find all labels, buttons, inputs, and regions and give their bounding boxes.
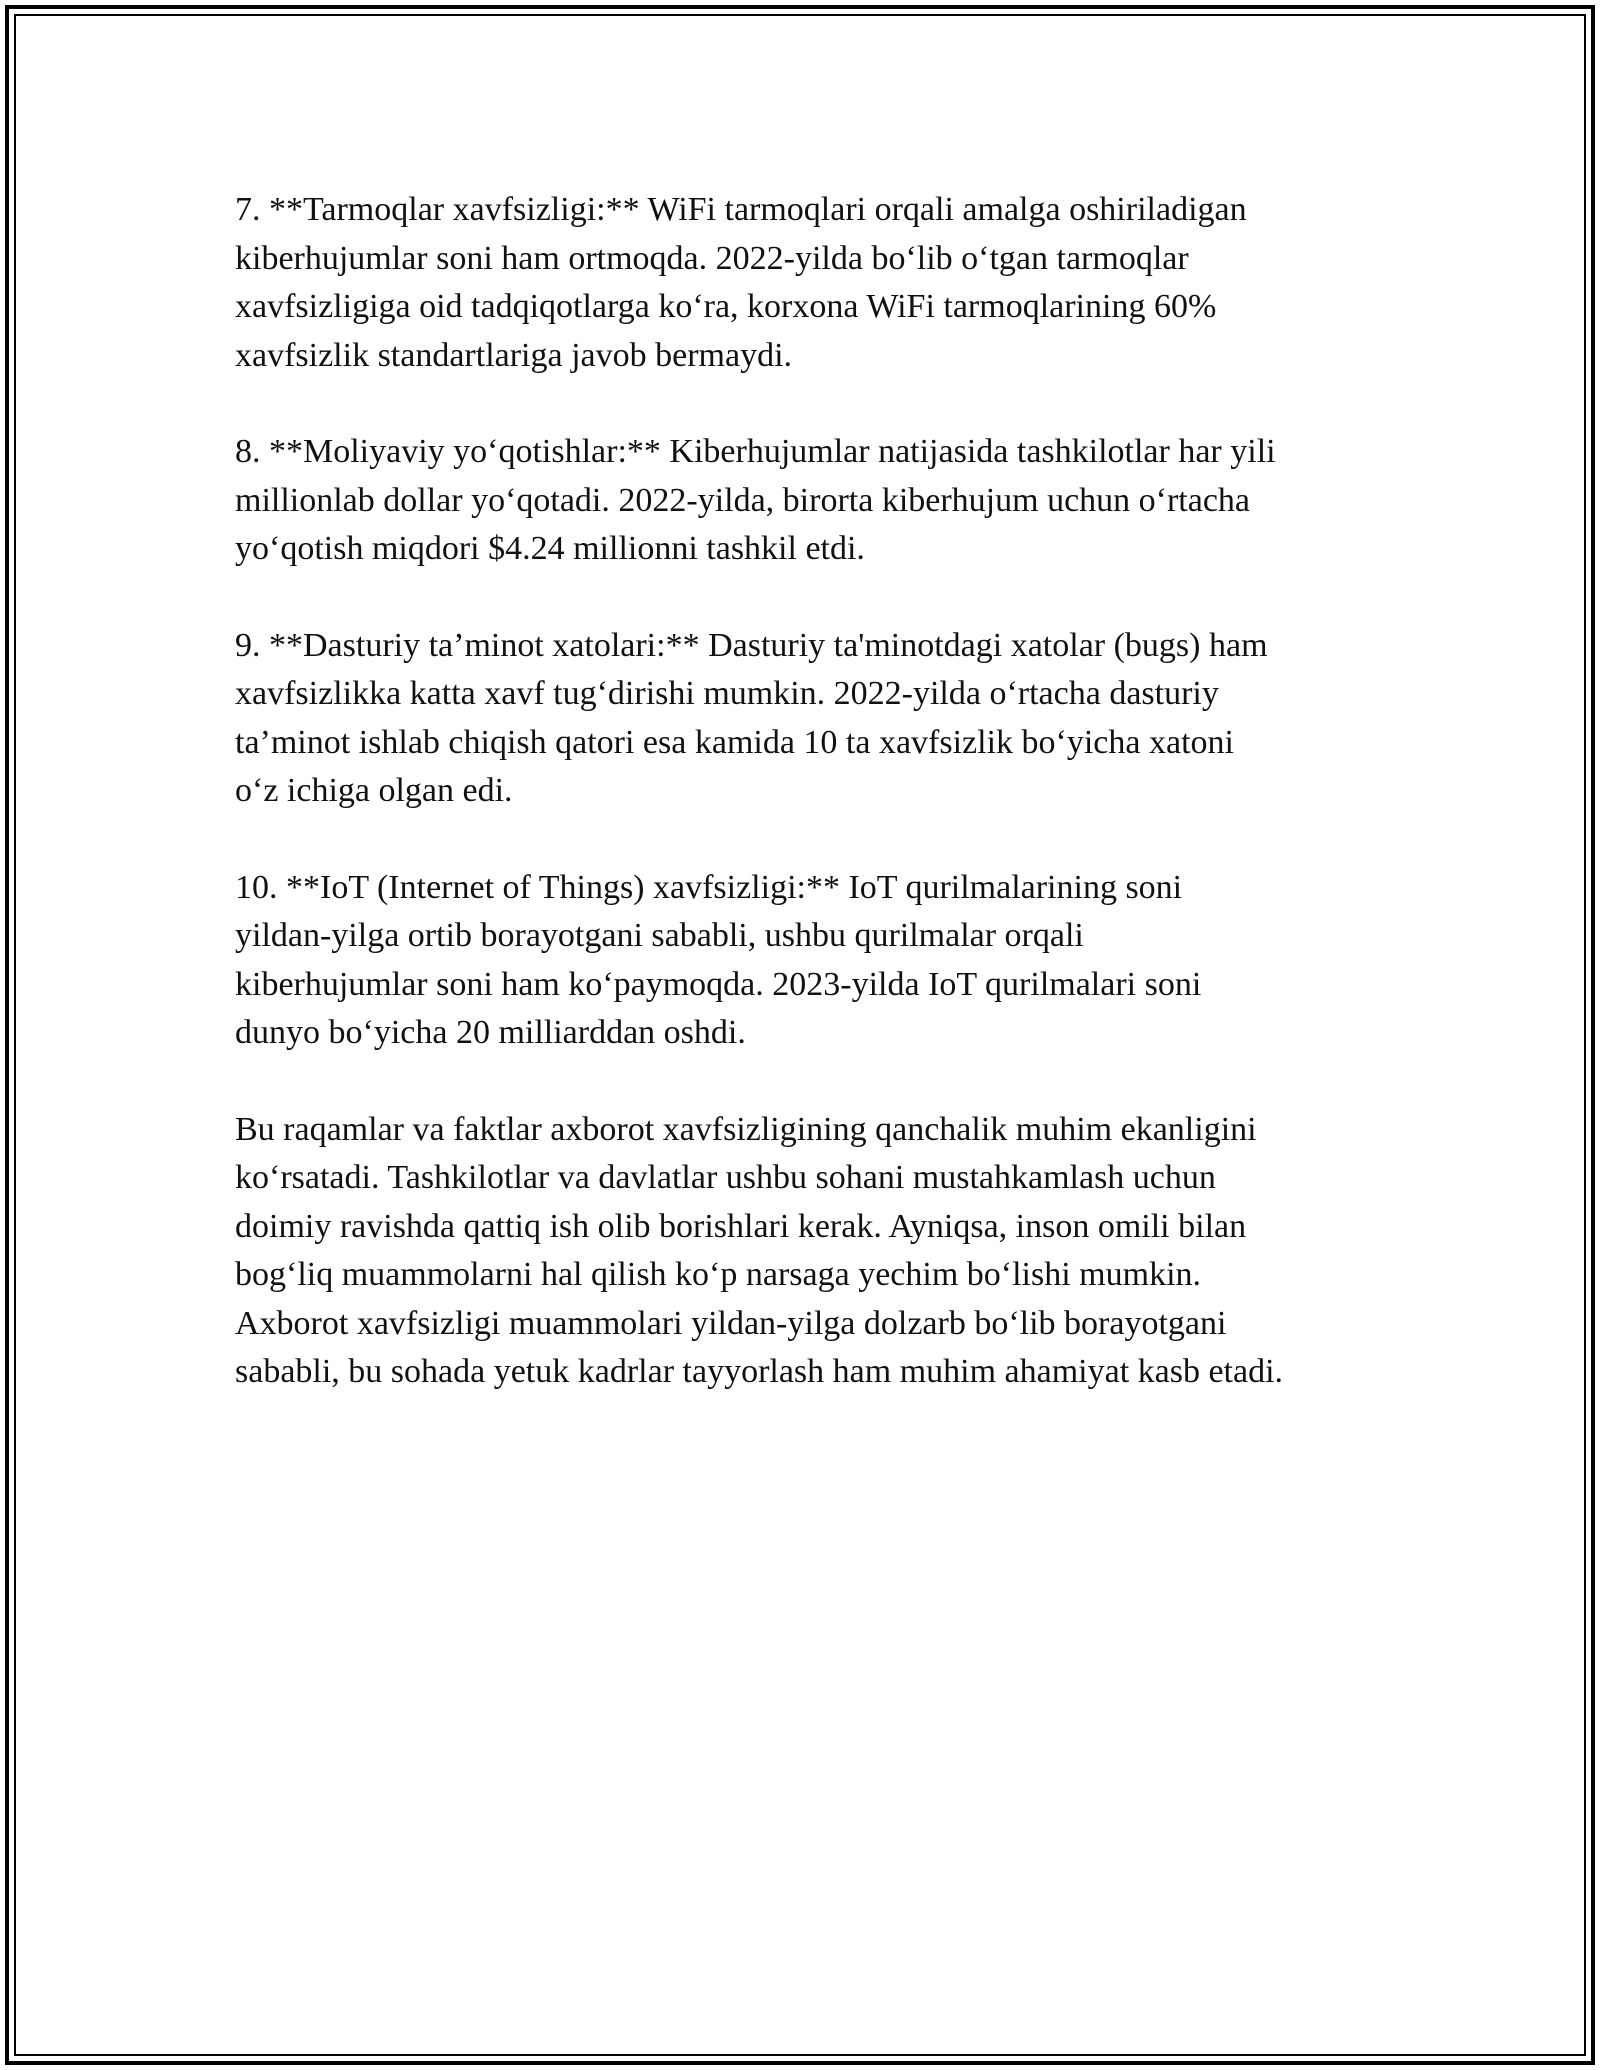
paragraph-software-bugs: 9. **Dasturiy ta’minot xatolari:** Dasturiy ta'minotdagi xatolar (bugs) ham xavfsizlikka katta xavf tug‘dirishi mumkin. 2022-yilda o‘rtacha dasturiy ta’minot ishlab chiqish qatori esa kamida 10 ta xavfsizlik bo‘yicha xatoni o‘z ichiga olgan edi. (235, 626, 1268, 809)
document-body (235, 186, 1410, 1445)
paragraph-networks-security: 7. **Tarmoqlar xavfsizligi:** WiFi tarmoqlari orqali amalga oshiriladigan kiberhujumlar soni ham ortmoqda. 2022-yilda bo‘lib o‘tgan tarmoqlar xavfsizligiga oid tadqiqotlarga ko‘ra, korxona WiFi tarmoqlarining 60% xavfsizlik standartlariga javob bermaydi. (235, 191, 1247, 374)
paragraph-financial-losses: 8. **Moliyaviy yo‘qotishlar:** Kiberhujumlar natijasida tashkilotlar har yili millionlab dollar yo‘qotadi. 2022-yilda, birorta kiberhujum uchun o‘rtacha yo‘qotish miqdori $4.24 millionni tashkil etdi. (235, 433, 1276, 567)
paragraph-conclusion: Bu raqamlar va faktlar axborot xavfsizligining qanchalik muhim ekanligini ko‘rsatadi. Tashkilotlar va davlatlar ushbu sohani mustahkamlash uchun doimiy ravishda qattiq ish olib borishlari kerak. Ayniqsa, inson omili bilan bog‘liq muammolarni hal qilish ko‘p narsaga yechim bo‘lishi mumkin. Axborot xavfsizligi muammolari yildan-yilga dolzarb bo‘lib borayotgani sababli, bu sohada yetuk kadrlar tayyorlash ham muhim ahamiyat kasb etadi. (235, 1110, 1284, 1390)
paragraph-iot-security: 10. **IoT (Internet of Things) xavfsizligi:** IoT qurilmalarining soni yildan-yilga ortib borayotgani sababli, ushbu qurilmalar orqali kiberhujumlar soni ham ko‘paymoqda. 2023-yilda IoT qurilmalari soni dunyo bo‘yicha 20 milliarddan oshdi. (235, 868, 1202, 1051)
